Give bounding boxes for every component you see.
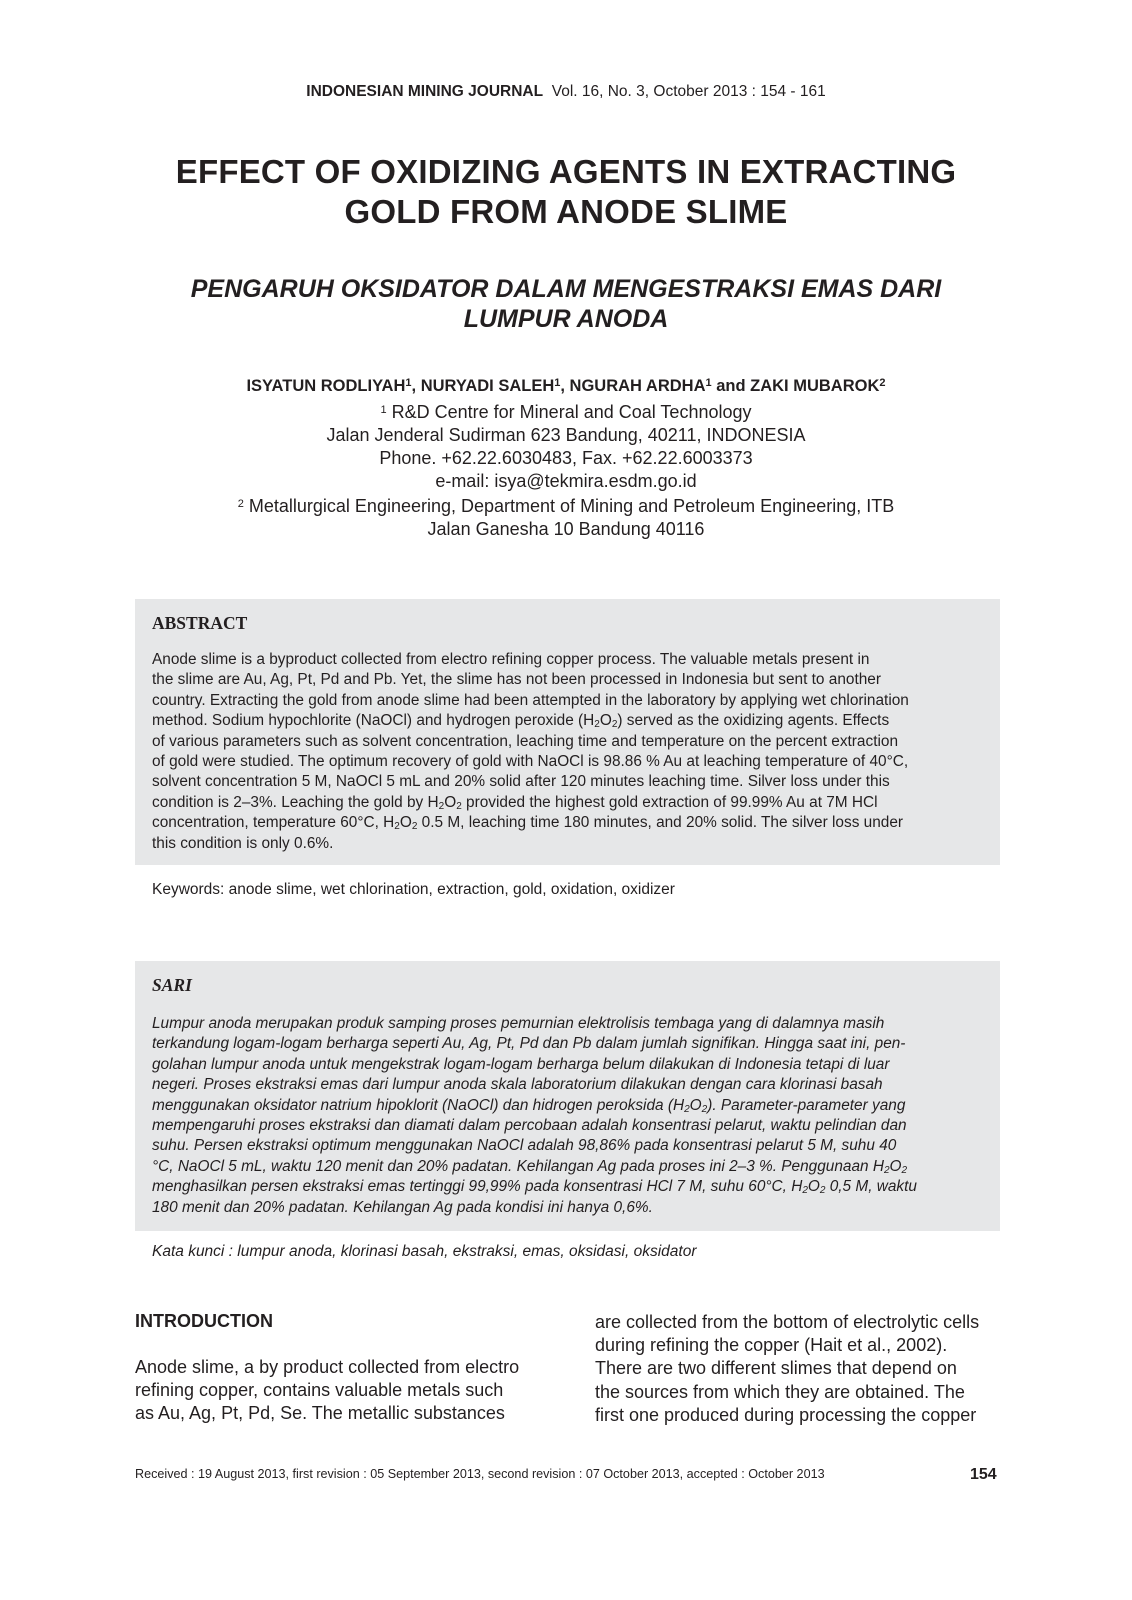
abstract-text: Anode slime is a byproduct collected from electro refining copper process. The valuable metals present in the slime are Au, Ag, Pt, Pd and Pb. Yet, the slime has not been processed in Indonesia but sent to another country. Extracting the gold from anode slime had been attempted in the laboratory by applying wet chlorination method. Sodium hypochlorite (NaOCl) and hydrogen peroxide $(H_2O_2)$ served as the oxidizing agents. Effects of various parameters such as solvent concentration, leaching time and temperature on the percent extraction of gold were studied. The optimum recovery of gold with NaOCl is 98.86 % Au at leaching temperature of 40°C, solvent concentration 5 M, NaOCl 5 mL and 20% solid after 120 minutes leaching time. Silver loss under this condition is 2–3%. Leaching the gold by $H_2O_2$ provided the highest gold extraction of 99.99% Au at 7M HCl concentration, temperature 60°C, $H_2O_2$ 0.5 M, leaching time 180 minutes, and 20% solid. The silver loss under this condition is only 0.6%. [152,651,909,852]
affiliation-1 [120,399,1012,541]
author-name: NURYADI SALEH [420,377,555,395]
journal-name: INDONESIAN MINING JOURNAL [306,83,544,100]
affiliation-line: $^2$ Metallurgical Engineering, Department of Mining and Petroleum Engineering, ITB [237,496,895,516]
author-name: ISYATUN RODLIYAH [246,377,406,395]
affiliation-line: Jalan Ganesha 10 Bandung 40116 [427,519,705,539]
affiliation-mark: 2 [237,498,244,510]
abstract-box [135,599,1000,865]
affiliation-line: Phone. +62.22.6030483, Fax. +62.22.6003373 [379,448,753,468]
affiliation-mark: 1 [380,404,387,416]
subtitle-line: LUMPUR ANODA [463,305,669,333]
author-name: ZAKI MUBAROK [750,377,880,395]
author-affil-mark: 1 [705,377,712,389]
sari-heading: SARI [152,975,192,995]
received-dates: Received : 19 August 2013, first revision : 05 September 2013, second revision : 07 October 2013, accepted : October 2013 [135,1467,825,1481]
sari-box [135,961,1000,1231]
kata-kunci: Kata kunci : lumpur anoda, klorinasi basah, ekstraksi, emas, oksidasi, oksidator [152,1243,697,1260]
paper-subtitle [120,274,1012,334]
abstract-heading: ABSTRACT [152,613,248,633]
affiliation-line: Jalan Jenderal Sudirman 623 Bandung, 40211, INDONESIA [326,425,806,445]
running-head [0,83,1132,101]
paper-title [120,152,1012,232]
author-affil-mark: 1 [405,377,412,389]
author-list [120,377,1012,396]
introduction-left-column: Anode slime, a by product collected from electro refining copper, contains valuable metals such as Au, Ag, Pt, Pd, Se. The metallic substances [135,1357,520,1424]
author-separator: and [711,377,751,395]
author-separator: , [411,377,421,395]
introduction-right-column: are collected from the bottom of electrolytic cells during refining the copper (Hait et al., 2002). There are two different slimes that depend on the sources from which they are obtained. The first one produced during processing the copper [595,1312,980,1425]
affiliation-line: $^1$ R&D Centre for Mineral and Coal Technology [380,402,752,422]
title-line: GOLD FROM ANODE SLIME [344,193,788,230]
keywords: Keywords: anode slime, wet chlorination, extraction, gold, oxidation, oxidizer [152,881,675,898]
author-separator: , [560,377,570,395]
sari-text: Lumpur anoda merupakan produk samping proses pemurnian elektrolisis tembaga yang di dalamnya masih terkandung logam-logam berharga seperti Au, Ag, Pt, Pd dan Pb dalam jumlah signifikan. Hingga saat ini, pen- golahan lumpur anoda untuk mengekstrak logam-logam berharga belum dilakukan di Indonesia tetapi di luar negeri. Proses ekstraksi emas dari lumpur anoda skala laboratorium dilakukan dengan cara klorinasi basah menggunakan oksidator natrium hipoklorit (NaOCl) dan hidrogen peroksida $(H_2O_2)$. Parameter-parameter yang mempengaruhi proses ekstraksi dan diamati dalam percobaan adalah konsentrasi pelarut, waktu pelindian dan suhu. Persen ekstraksi optimum menggunakan NaOCl adalah 98,86% pada konsentrasi pelarut 5 M, suhu 40 °C, NaOCl 5 mL, waktu 120 menit dan 20% padatan. Kehilangan Ag pada proses ini 2–3 %. Penggunaan $H_2O_2$ menghasilkan persen ekstraksi emas tertinggi 99,99% pada konsentrasi HCl 7 M, suhu 60°C, $H_2O_2$ 0,5 M, waktu 180 menit dan 20% padatan. Kehilangan Ag pada kondisi ini hanya 0,6%. [152,1015,917,1216]
introduction-heading: INTRODUCTION [135,1311,273,1331]
author-name: NGURAH ARDHA [569,377,706,395]
author-affil-mark: 1 [554,377,561,389]
affiliation-email: e-mail: isya@tekmira.esdm.go.id [435,471,697,491]
title-line: EFFECT OF OXIDIZING AGENTS IN EXTRACTING [175,153,957,190]
journal-citation: Vol. 16, No. 3, October 2013 : 154 - 161 [551,83,826,100]
subtitle-line: PENGARUH OKSIDATOR DALAM MENGESTRAKSI EMAS DARI [190,275,942,303]
author-affil-mark: 2 [879,377,886,389]
page-number: 154 [970,1466,997,1483]
